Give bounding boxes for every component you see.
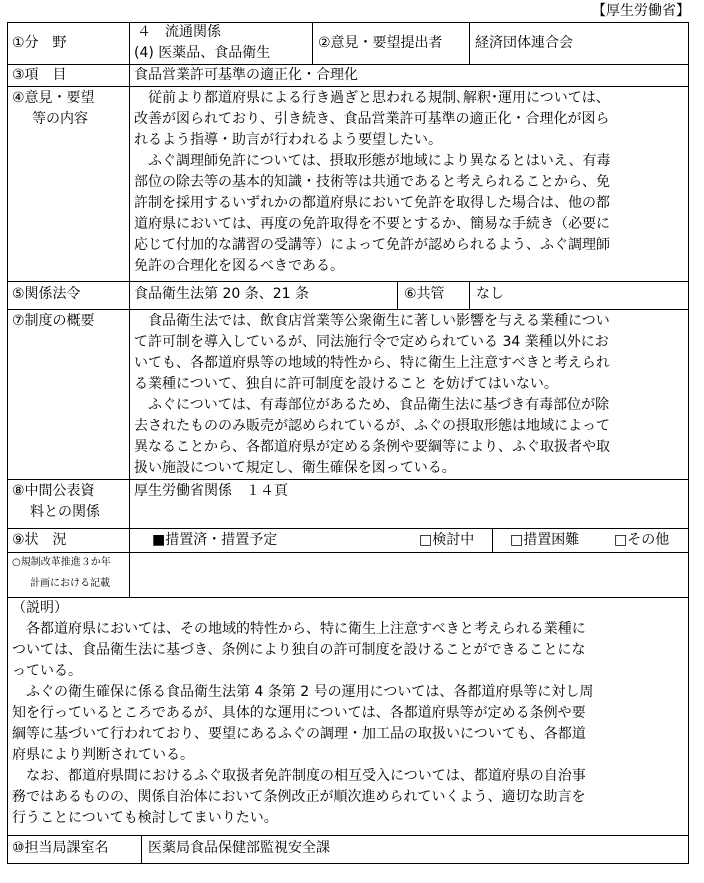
request-label-line1: ④意見・要望: [12, 90, 95, 106]
explanation-line: っている。: [12, 663, 82, 679]
submitter-value: 経済団体連合会: [475, 35, 573, 51]
explanation-line: 知を行っているところであるが、具体的な運用については、各都道府県等が定める条例や要: [12, 705, 586, 721]
status-option-label: 検討中: [432, 532, 475, 548]
request-line: れるよう指導・助言が行われるよう要望したい。: [134, 132, 442, 148]
request-line: 免許の合理化を図るべきである。: [134, 258, 344, 274]
plan-label-line2: 計画における記載: [30, 578, 110, 589]
system-line: て許可制を導入しているが、同法施行令で定められている 34 業種以外にお: [134, 334, 609, 350]
request-line: 改善が図られており、引き続き、食品営業許可基準の適正化・合理化が図ら: [134, 111, 610, 127]
department-value: 医薬局食品保健部監視安全課: [148, 840, 330, 856]
explanation-line: 行うことについても検討してまいりたい。: [12, 810, 278, 826]
request-content: [134, 88, 686, 277]
status-divider: [492, 528, 493, 552]
plan-label-line1: ○規制改革推進３か年: [12, 557, 111, 568]
field-label: ①分 野: [12, 35, 67, 51]
system-line: 去されたもののみ販売が認められているが、ふぐの摂取形態は地域によって: [134, 418, 610, 434]
joint-label: ⑥共管: [404, 286, 445, 302]
explanation-line: 綱等に基づいて行われており、要望にあるふぐの調理・加工品の取扱いについても、各都道: [12, 726, 586, 742]
system-line: 扱い施設について規定し、衛生確保を図っている。: [134, 460, 456, 476]
status-option-label: 措置困難: [523, 532, 580, 548]
status-option-label: その他: [627, 532, 670, 548]
request-line: 応じて付加的な講習の受講等）によって免許が認められるよう、ふぐ調理師: [134, 237, 610, 253]
request-line: 部位の除去等の基本的知識・技術等は共通であると考えられることから、免: [134, 174, 610, 190]
checkbox-unchecked-icon[interactable]: □: [510, 532, 524, 548]
explanation-line: 各都道府県においては、その地域的特性から、特に衛生上注意すべきと考えられる業種に: [12, 621, 586, 637]
request-label-line2: 等の内容: [32, 111, 88, 127]
explanation-heading: （説明）: [12, 600, 68, 616]
explanation-content: [12, 598, 686, 829]
interim-label-line1: ⑧中間公表資: [12, 483, 95, 499]
status-option-label: 措置済・措置予定: [165, 532, 278, 548]
ministry-label: 【厚生労働省】: [592, 3, 690, 19]
explanation-line: なお、都道府県間におけるふぐ取扱者免許制度の相互受入については、都道府県の自治事: [12, 768, 586, 784]
joint-value: なし: [476, 286, 504, 302]
request-line: 従前より都道府県による行き過ぎと思われる規制､解釈･運用については、: [134, 90, 610, 106]
system-line: る業種について、独自に許可制度を設けること を妨げてはいない。: [134, 376, 558, 392]
item-value: 食品営業許可基準の適正化・合理化: [134, 67, 358, 83]
department-label: ⑩担当局課室名: [12, 840, 109, 856]
status-label: ⑨状 況: [12, 532, 67, 548]
status-option-reviewing[interactable]: [419, 530, 474, 551]
checkbox-unchecked-icon[interactable]: □: [419, 532, 433, 548]
system-line: いても、各都道府県等の地域的特性から、特に衛生上注意すべきと考えられ: [134, 355, 610, 371]
system-line: 異なることから、各都道府県が定める条例や要綱等により、ふぐ取扱者や取: [134, 439, 610, 455]
system-label: ⑦制度の概要: [12, 313, 95, 329]
submitter-label: ②意見・要望提出者: [318, 35, 443, 51]
field-value-line1: ４ 流通関係: [137, 24, 221, 40]
plan-value-cell: [129, 552, 689, 598]
field-value-line2: (4) 医薬品、食品衛生: [134, 45, 271, 61]
request-line: 許制を採用するいずれかの都道府県において免許を取得した場合は、他の都: [134, 195, 610, 211]
system-label-cell: [7, 309, 130, 480]
law-label: ⑤関係法令: [12, 286, 81, 302]
status-option-difficult[interactable]: [510, 530, 579, 551]
system-content: [134, 311, 686, 479]
system-line: ふぐについては、有毒部位があるため、食品衛生法に基づき有毒部位が除: [134, 397, 610, 413]
law-value: 食品衛生法第 20 条、21 条: [134, 286, 309, 302]
system-line: 食品衛生法では、飲食店営業等公衆衛生に著しい影響を与える業種につい: [134, 313, 610, 329]
checkbox-unchecked-icon[interactable]: □: [614, 532, 628, 548]
interim-label-line2: 料との関係: [30, 504, 100, 520]
item-label: ③項 目: [12, 67, 67, 83]
status-option-other[interactable]: [614, 530, 669, 551]
checkbox-checked-icon[interactable]: ■: [152, 532, 166, 548]
explanation-line: 務ではあるものの、関係自治体において条例改正が順次進められていくよう、適切な助言を: [12, 789, 586, 805]
status-option-done[interactable]: [152, 530, 277, 551]
explanation-line: ふぐの衛生確保に係る食品衛生法第 4 条第 2 号の運用については、各都道府県等に対し周: [12, 684, 594, 700]
request-line: 道府県においては、再度の免許取得を不要とするか、簡易な手続き（必要に: [134, 216, 610, 232]
explanation-line: ついては、食品衛生法に基づき、条例により独自の許可制度を設けることができることにな: [12, 642, 586, 658]
request-line: ふぐ調理師免許については、摂取形態が地域により異なるとはいえ、有毒: [134, 153, 611, 169]
interim-value: 厚生労働省関係 １４頁: [134, 483, 288, 499]
explanation-line: 府県により判断されている。: [12, 747, 194, 763]
